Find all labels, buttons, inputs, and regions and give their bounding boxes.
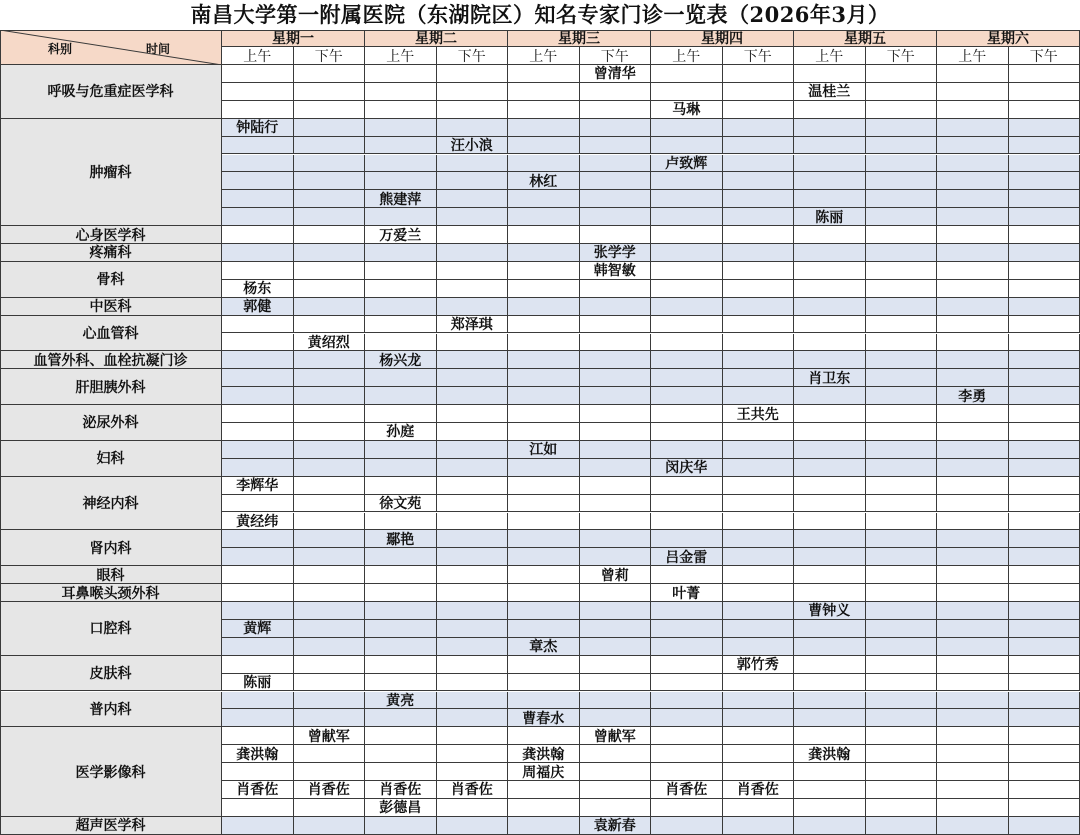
- doctor-name: 张学学: [580, 244, 652, 262]
- doctor-name: 曹钟义: [794, 602, 866, 620]
- department-name: 医学影像科: [0, 727, 222, 817]
- doctor-name: 肖香佐: [294, 781, 366, 799]
- doctor-name: 肖香佐: [723, 781, 795, 799]
- doctor-name: 曾献军: [580, 727, 652, 745]
- page-title: 南昌大学第一附属医院（东湖院区）知名专家门诊一览表（2026年3月）: [190, 2, 890, 27]
- pm-header: 下午: [437, 47, 509, 65]
- doctor-name: 江如: [508, 441, 580, 459]
- doctor-name: 王共先: [723, 405, 795, 423]
- department-name: 妇科: [0, 441, 222, 477]
- department-name: 心血管科: [0, 316, 222, 352]
- department-name: 肾内科: [0, 530, 222, 566]
- doctor-name: 郭竹秀: [723, 656, 795, 674]
- doctor-name: 吕金雷: [651, 548, 723, 566]
- doctor-name: 韩智敏: [580, 262, 652, 280]
- doctor-name: 卢致辉: [651, 155, 723, 173]
- doctor-name: 陈丽: [222, 674, 294, 692]
- corner-dept-label: 科别: [48, 42, 73, 56]
- department-name: 血管外科、血栓抗凝门诊: [0, 351, 222, 369]
- department-name: 呼吸与危重症医学科: [0, 65, 222, 119]
- doctor-name: 曾清华: [580, 65, 652, 83]
- am-header: 上午: [365, 47, 437, 65]
- doctor-name: 李辉华: [222, 477, 294, 495]
- doctor-name: 黄亮: [365, 692, 437, 710]
- doctor-name: 汪小浪: [437, 137, 509, 155]
- corner-time-label: 时间: [146, 42, 171, 56]
- pm-header: 下午: [1009, 47, 1080, 65]
- pm-header: 下午: [580, 47, 652, 65]
- day-header: 星期四: [651, 30, 794, 47]
- day-header: 星期五: [794, 30, 937, 47]
- table-frame: [0, 30, 1080, 835]
- day-header: 星期六: [937, 30, 1080, 47]
- doctor-name: 周福庆: [508, 763, 580, 781]
- doctor-name: 黄经纬: [222, 513, 294, 531]
- department-name: 肝胆胰外科: [0, 369, 222, 405]
- doctor-name: 陈丽: [794, 208, 866, 226]
- day-header: 星期一: [222, 30, 365, 47]
- doctor-name: 万爱兰: [365, 226, 437, 244]
- department-name: 肿瘤科: [0, 119, 222, 226]
- doctor-name: 曾献军: [294, 727, 366, 745]
- department-name: 眼科: [0, 566, 222, 584]
- day-header: 星期二: [365, 30, 508, 47]
- pm-header: 下午: [294, 47, 366, 65]
- doctor-name: 钟陆行: [222, 119, 294, 137]
- doctor-name: 闵庆华: [651, 459, 723, 477]
- department-name: 中医科: [0, 298, 222, 316]
- doctor-name: 黄辉: [222, 620, 294, 638]
- am-header: 上午: [937, 47, 1009, 65]
- doctor-name: 龚洪翰: [508, 745, 580, 763]
- department-name: 普内科: [0, 692, 222, 728]
- day-header: 星期三: [508, 30, 651, 47]
- doctor-name: 徐文苑: [365, 495, 437, 513]
- department-name: 心身医学科: [0, 226, 222, 244]
- doctor-name: 肖香佐: [222, 781, 294, 799]
- department-name: 耳鼻喉头颈外科: [0, 584, 222, 602]
- department-name: 疼痛科: [0, 244, 222, 262]
- doctor-name: 龚洪翰: [222, 745, 294, 763]
- doctor-name: 章杰: [508, 638, 580, 656]
- doctor-name: 郭健: [222, 298, 294, 316]
- doctor-name: 鄢艳: [365, 530, 437, 548]
- doctor-name: 温桂兰: [794, 83, 866, 101]
- doctor-name: 叶菁: [651, 584, 723, 602]
- doctor-name: 肖香佐: [651, 781, 723, 799]
- doctor-name: 郑泽琪: [437, 316, 509, 334]
- pm-header: 下午: [723, 47, 795, 65]
- department-name: 神经内科: [0, 477, 222, 531]
- doctor-name: 熊建萍: [365, 190, 437, 208]
- doctor-name: 肖香佐: [365, 781, 437, 799]
- doctor-name: 杨兴龙: [365, 351, 437, 369]
- department-name: 皮肤科: [0, 656, 222, 692]
- doctor-name: 肖卫东: [794, 369, 866, 387]
- department-name: 超声医学科: [0, 817, 222, 835]
- pm-header: 下午: [866, 47, 938, 65]
- doctor-name: 龚洪翰: [794, 745, 866, 763]
- doctor-name: 黄绍烈: [294, 334, 366, 352]
- department-name: 泌尿外科: [0, 405, 222, 441]
- doctor-name: 彭德昌: [365, 799, 437, 817]
- doctor-name: 孙庭: [365, 423, 437, 441]
- am-header: 上午: [651, 47, 723, 65]
- doctor-name: 曹春水: [508, 709, 580, 727]
- doctor-name: 曾莉: [580, 566, 652, 584]
- am-header: 上午: [794, 47, 866, 65]
- doctor-name: 李勇: [937, 387, 1009, 405]
- department-name: 口腔科: [0, 602, 222, 656]
- am-header: 上午: [508, 47, 580, 65]
- doctor-name: 肖香佐: [437, 781, 509, 799]
- doctor-name: 袁新春: [580, 817, 652, 835]
- doctor-name: 杨东: [222, 280, 294, 298]
- am-header: 上午: [222, 47, 294, 65]
- department-name: 骨科: [0, 262, 222, 298]
- doctor-name: 马琳: [651, 101, 723, 119]
- doctor-name: 林红: [508, 172, 580, 190]
